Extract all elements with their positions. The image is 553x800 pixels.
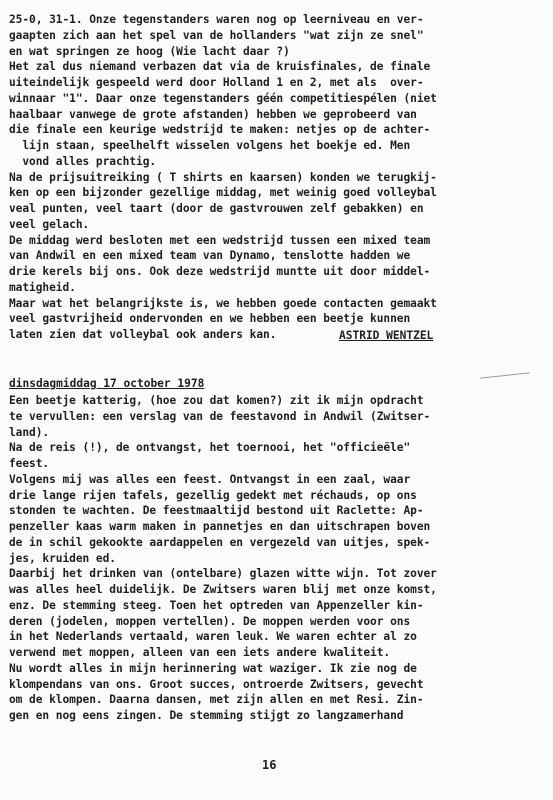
divider-line	[480, 372, 530, 378]
text-line: ken op een bijzonder gezellige middag, met weinig goed volleybal	[9, 186, 437, 200]
text-line: jes, kruiden ed.	[9, 551, 116, 565]
text-line: veal punten, veel taart (door de gastvrouwen zelf gebakken) en	[9, 202, 424, 215]
text-line: gen en nog eens zingen. De stemming stijgt zo langzamerhand	[9, 709, 404, 722]
text-line: Maar wat het belangrijkste is, we hebben goede contacten gemaakt	[9, 296, 437, 310]
text-line: Een beetje katterig, (hoe zou dat komen?) zit ik mijn opdracht	[9, 394, 424, 407]
author-signature: ASTRID WENTZEL	[339, 329, 434, 342]
text-line: land).	[9, 425, 50, 439]
text-line: was alles heel duidelijk. De Zwitsers waren blij met onze komst,	[9, 583, 437, 596]
text-line: winnaar "1". Daar onze tegenstanders géén competitiespélen (niet	[9, 91, 437, 105]
text-line: verwend met moppen, alleen van een iets andere kwaliteit.	[9, 646, 391, 659]
text-line: gaapten zich aan het spel van de hollanders "wat zijn ze snel"	[9, 28, 424, 42]
text-line: uiteindelijk gespeeld werd door Holland 1 en 2, met als over-	[9, 76, 424, 89]
text-line: die finale een keurige wedstrijd te maken: netjes op de achter-	[9, 123, 431, 137]
text-line: lijn staan, speelhelft wisselen volgens het boekje ed. Men	[9, 139, 411, 152]
text-line: De middag werd besloten met een wedstrijd tussen een mixed team	[9, 233, 431, 247]
text-line: vond alles prachtig.	[9, 154, 157, 168]
text-line: Na de prijsuitreiking ( T shirts en kaarsen) konden we terugkij-	[9, 170, 437, 184]
text-line: Daarbij het drinken van (ontelbare) glazen witte wijn. Tot zover	[9, 567, 437, 581]
text-line: feest.	[9, 457, 50, 470]
page-number: 16	[262, 758, 277, 772]
text-line: drie lange rijen tafels, gezellig gedekt met réchauds, op ons	[9, 488, 417, 502]
text-line: van Andwil en een mixed team van Dynamo, tenslotte hadden we	[9, 249, 411, 263]
text-line: stonden te wachten. De feestmaaltijd bestond uit Raclette: Ap-	[9, 504, 424, 518]
text-line: veel gelach.	[9, 217, 90, 231]
text-line: deren (jodelen, moppen vertellen). De moppen werden voor ons	[9, 614, 411, 628]
text-line: haalbaar vanwege de grote afstanden) hebben we geprobeerd van	[9, 107, 417, 121]
text-line: Na de reis (!), de ontvangst, het toernooi, het "officieële"	[9, 441, 411, 455]
text-line: en wat springen ze hoog (Wie lacht daar ?)	[9, 44, 290, 58]
text-line: veel gastvrijheid ondervonden en we hebben een beetje kunnen	[9, 312, 411, 326]
text-line: penzeller kaas warm maken in pannetjes en dan uitschrapen boven	[9, 520, 431, 533]
text-line: om de klompen. Daarna dansen, met zijn allen en met Resi. Zin-	[9, 693, 424, 707]
text-line: te vervullen: een verslag van de feestavond in Andwil (Zwitser-	[9, 409, 431, 423]
text-line: drie kerels bij ons. Ook deze wedstrijd muntte uit door middel-	[9, 265, 431, 278]
text-line: Nu wordt alles in mijn herinnering wat waziger. Ik zie nog de	[9, 661, 417, 675]
text-line: 25-0, 31-1. Onze tegenstanders waren nog op leerniveau en ver-	[9, 13, 424, 26]
text-line: enz. De stemming steeg. Toen het optreden van Appenzeller kin-	[9, 598, 424, 612]
text-line: klompendans van ons. Groot succes, ontroerde Zwitsers, gevecht	[9, 677, 424, 691]
date-heading: dinsdagmiddag 17 october 1978	[9, 377, 205, 390]
text-line: laten zien dat volleybal ook anders kan.	[9, 328, 277, 341]
text-line: in het Nederlands vertaald, waren leuk. We waren echter al zo	[9, 630, 417, 644]
text-line: Volgens mij was alles een feest. Ontvangst in een zaal, waar	[9, 472, 411, 486]
text-line: matigheid.	[9, 280, 76, 294]
text-line: Het zal dus niemand verbazen dat via de kruisfinales, de finale	[9, 60, 431, 74]
text-line: de in schil gekookte aardappelen en vergezeld van uitjes, spek-	[9, 535, 431, 549]
